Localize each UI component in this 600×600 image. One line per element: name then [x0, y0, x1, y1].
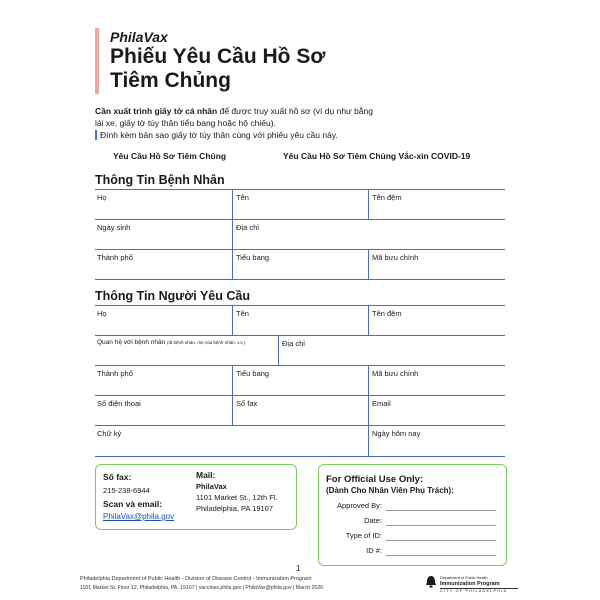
requester-email-field[interactable]: Email — [372, 399, 391, 408]
divider — [368, 249, 369, 279]
intro-rest: để được truy xuất hồ sơ (ví dụ như bằng — [217, 106, 374, 116]
divider — [232, 365, 233, 395]
patient-address-field[interactable]: Địa chỉ — [236, 223, 259, 232]
scan-label: Scan và email: — [103, 499, 163, 509]
divider — [232, 189, 233, 219]
patient-section-title: Thông Tin Bệnh Nhân — [95, 173, 225, 187]
mail-street: 1101 Market St., 12th Fl. — [196, 493, 278, 502]
contact-email-link[interactable]: PhilaVax@phila.gov — [103, 512, 175, 521]
attach-instruction: Đính kèm bản sao giấy tờ tùy thân cùng với phiếu yêu cầu này. — [100, 130, 338, 140]
divider — [95, 395, 505, 396]
patient-middle-name-field[interactable]: Tên đệm — [372, 193, 402, 202]
official-idnum-label: ID #: — [366, 546, 382, 555]
mail-city: Philadelphia, PA 19107 — [196, 504, 274, 513]
divider — [95, 249, 505, 250]
requester-signature-field[interactable]: Chữ ký — [97, 429, 122, 438]
relationship-hint: (tã bệnh nhân, mẹ của bệnh nhân, v.v.) — [167, 340, 245, 345]
logo-dept: Department of Public Health — [440, 576, 488, 580]
requester-address-field[interactable]: Địa chỉ — [282, 339, 305, 348]
footer-line1: Philadelphia Department of Public Health - Division of Disease Control - Immunization Program — [80, 576, 312, 582]
divider — [368, 365, 369, 395]
divider — [368, 305, 369, 335]
mail-name: PhilaVax — [196, 482, 227, 491]
brand-name: PhilaVax — [110, 29, 168, 45]
official-idnum-input[interactable] — [386, 555, 496, 556]
requester-today-date-field[interactable]: Ngày hôm nay — [372, 429, 421, 438]
requester-middle-name-field[interactable]: Tên đệm — [372, 309, 402, 318]
requester-fax-field[interactable]: Số fax — [236, 399, 258, 408]
official-use-title: For Official Use Only: — [326, 474, 424, 485]
patient-state-field[interactable]: Tiểu bang — [236, 253, 270, 262]
divider — [232, 395, 233, 425]
official-date-label: Date: — [364, 516, 382, 525]
requester-first-name-field[interactable]: Tên — [236, 309, 249, 318]
divider — [95, 425, 505, 426]
divider — [278, 335, 279, 365]
divider — [95, 305, 505, 306]
fax-label: Số fax: — [103, 472, 132, 482]
requester-city-field[interactable]: Thành phố — [97, 369, 133, 378]
bell-icon — [424, 575, 438, 594]
divider — [95, 365, 505, 366]
official-date-input[interactable] — [386, 525, 496, 526]
divider — [232, 249, 233, 279]
divider — [232, 219, 233, 249]
requester-state-field[interactable]: Tiểu bang — [236, 369, 270, 378]
official-approved-label: Approved By: — [336, 501, 382, 510]
divider — [95, 279, 505, 280]
official-idtype-label: Type of ID: — [345, 531, 382, 540]
divider — [95, 335, 505, 336]
official-idtype-input[interactable] — [386, 540, 496, 541]
patient-first-name-field[interactable]: Tên — [236, 193, 249, 202]
relationship-label: Quan hệ với bệnh nhân — [97, 339, 166, 346]
patient-dob-field[interactable]: Ngày sinh — [97, 223, 131, 232]
patient-last-name-field[interactable]: Họ — [97, 193, 107, 202]
footer-line2: 1101 Market St. Floor 12, Philadelphia, PA, 19107 | vaccines.phila.gov | PhilaVax@phila.gov | March 2026 — [80, 585, 324, 591]
requester-phone-field[interactable]: Số điện thoại — [97, 399, 141, 408]
divider — [95, 219, 505, 220]
page-title-line1: Phiếu Yêu Cầu Hồ Sơ — [110, 45, 326, 68]
page-number: 1 — [296, 564, 301, 573]
requester-last-name-field[interactable]: Họ — [97, 309, 107, 318]
intro-line2: lái xe, giấy tờ tùy thân tiểu bang hoặc hộ chiếu). — [95, 118, 276, 128]
fax-number: 215-238-6944 — [103, 486, 150, 495]
intro-bold: Cần xuất trình giấy tờ cá nhân — [95, 106, 218, 116]
divider — [95, 189, 505, 190]
request-option-immunization[interactable]: Yêu Cầu Hồ Sơ Tiêm Chủng — [113, 151, 227, 161]
logo-program: Immunization Program — [440, 581, 500, 587]
divider — [368, 425, 369, 456]
requester-zip-field[interactable]: Mã bưu chính — [372, 369, 419, 378]
patient-city-field[interactable]: Thành phố — [97, 253, 133, 262]
divider — [232, 305, 233, 335]
divider — [368, 189, 369, 219]
intro-text — [95, 105, 425, 129]
page-title-line2: Tiêm Chủng — [110, 69, 231, 92]
patient-zip-field[interactable]: Mã bưu chính — [372, 253, 419, 262]
mail-label: Mail: — [196, 470, 216, 480]
title-accent-bar — [95, 28, 99, 94]
official-use-subtitle: (Dành Cho Nhân Viên Phụ Trách): — [326, 486, 454, 495]
requester-relationship-field[interactable] — [97, 339, 245, 346]
request-option-covid[interactable]: Yêu Cầu Hồ Sơ Tiêm Chủng Vắc-xin COVID-19 — [283, 151, 471, 161]
requester-section-title: Thông Tin Người Yêu Cầu — [95, 289, 250, 303]
attach-marker — [95, 130, 97, 140]
divider — [95, 456, 505, 457]
official-approved-input[interactable] — [386, 510, 496, 511]
logo-city: CITY OF PHILADELPHIA — [440, 589, 508, 593]
divider — [368, 395, 369, 425]
